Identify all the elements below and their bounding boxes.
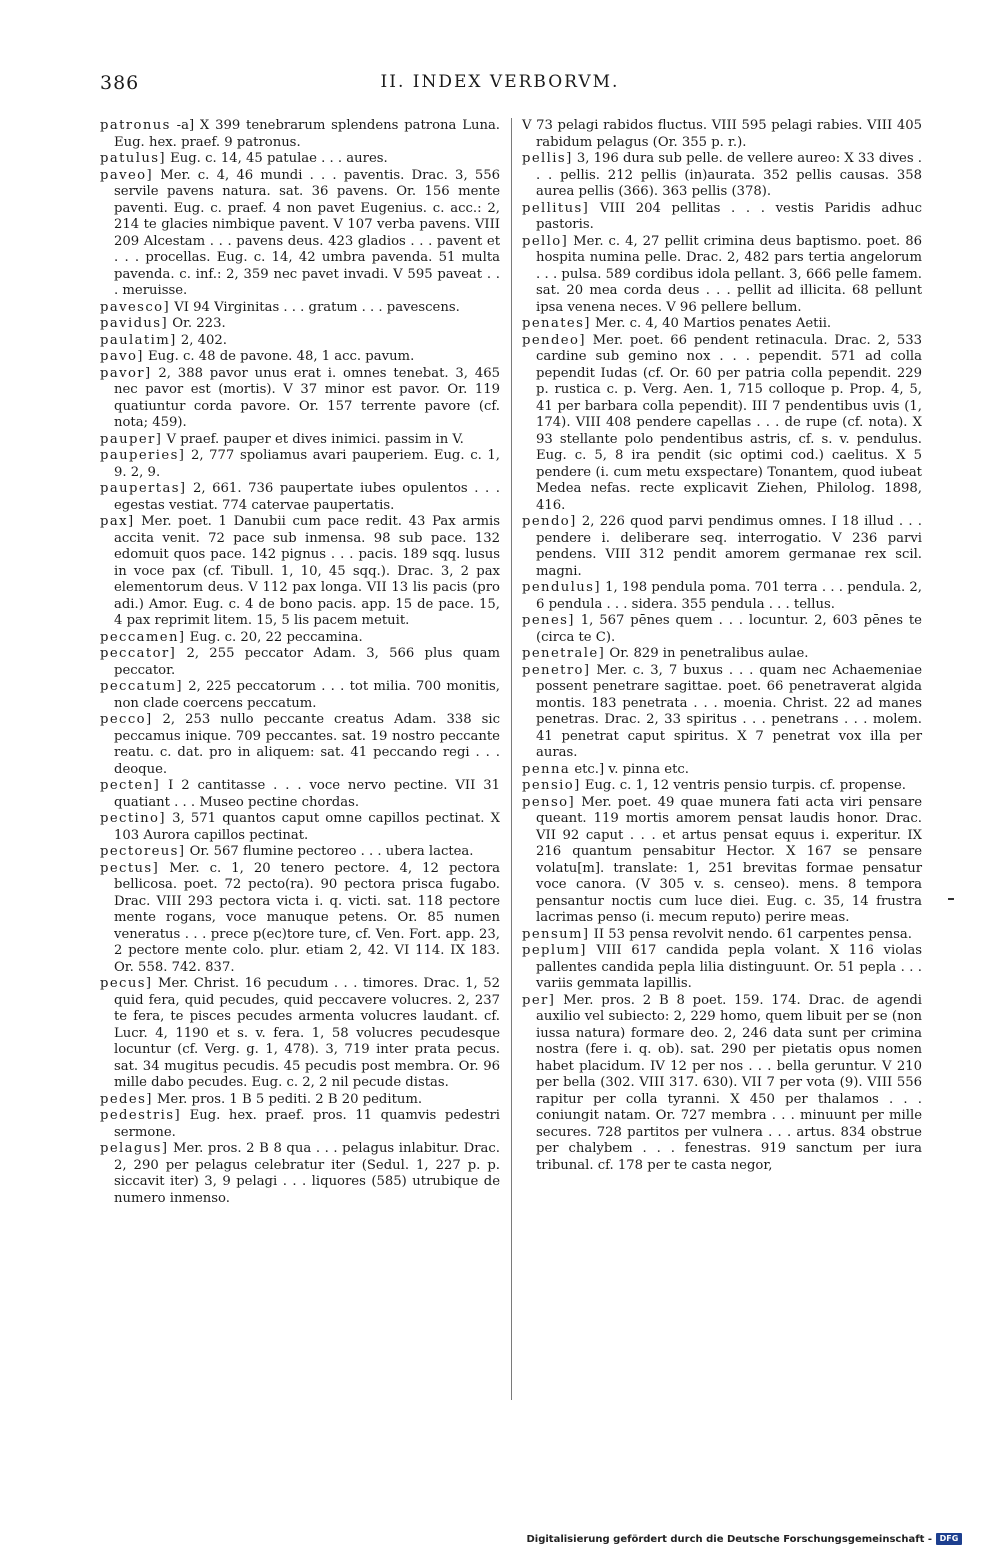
entry-headword: pectus]	[100, 860, 160, 876]
entry-headword: pecus]	[100, 976, 153, 991]
index-entry	[522, 333, 922, 515]
entry-headword: pendulus]	[522, 580, 601, 595]
running-head: II. INDEX VERBORVM.	[380, 72, 620, 92]
entry-text: Or. 829 in penetralibus aulae.	[609, 646, 809, 661]
entry-headword: pensum]	[522, 926, 590, 942]
index-entry	[100, 976, 500, 1092]
entry-text: V praef. pauper et dives inimici. passim in V.	[166, 431, 464, 447]
entry-text: Mer. poet. 49 quae munera fati acta viri pensare queant. 119 mortis amorem pensat laudis honor. Drac. VII 92 caput . . . et artus pensat equus i. experitur. IX 216 quantum pensabitur Hector. X 167 se pensare volatu[m]. translate: 1, 251 brevitas formae pensatur voce canora. (V 305 v. s. censeo). mens. 8 tempora pensantur noctis cum luce diei. Eug. c. 35, 14 frustra lacrimas penso (i. mecum reputo) perire meas.	[536, 794, 922, 925]
entry-text: V 73 pelagi rabidos fluctus. VIII 595 pelagi rabies. VIII 405 rabidum pelagus (Or. 355 p. r.).	[522, 118, 922, 150]
entry-text: Eug. c. 14, 45 patulae . . . aures.	[170, 151, 388, 166]
index-entry	[100, 1141, 500, 1207]
entry-headword: pavo]	[100, 349, 144, 364]
entry-headword: penetrale]	[522, 646, 606, 661]
entry-headword: paveo]	[100, 167, 154, 183]
index-entry	[522, 613, 922, 646]
entry-headword: pavesco]	[100, 299, 170, 315]
entry-text: etc.] v. pinna etc.	[574, 761, 689, 777]
index-entry	[522, 778, 922, 795]
entry-headword: penetro]	[522, 662, 591, 678]
index-entry	[100, 844, 500, 861]
index-entry	[100, 333, 500, 350]
entry-headword: pauperies]	[100, 448, 186, 463]
entry-headword: pendeo]	[522, 332, 586, 348]
entry-headword: paulatim]	[100, 332, 177, 348]
entry-headword: pensio]	[522, 778, 581, 793]
footer-credit	[526, 1533, 962, 1545]
index-entry	[100, 168, 500, 300]
entry-headword: peccamen]	[100, 629, 186, 645]
entry-text: Eug. c. 1, 12 ventris pensio turpis. cf. propense.	[584, 778, 906, 793]
left-column	[100, 118, 500, 1207]
entry-headword: pelagus]	[100, 1141, 169, 1156]
index-entry	[522, 118, 922, 151]
entry-headword: pellitus]	[522, 200, 590, 216]
index-entry	[522, 762, 922, 779]
entry-headword: penes]	[522, 613, 575, 628]
entry-headword: pectino]	[100, 811, 166, 826]
index-entry	[522, 927, 922, 944]
index-entry	[100, 1092, 500, 1109]
entry-headword: pecten]	[100, 778, 161, 793]
entry-text: VI 94 Virginitas . . . gratum . . . pavescens.	[174, 299, 460, 315]
entry-headword: peccatum]	[100, 679, 183, 694]
entry-headword: pedes]	[100, 1091, 153, 1107]
entry-headword: patronus	[100, 118, 171, 133]
index-entry	[100, 679, 500, 712]
right-column	[522, 118, 922, 1174]
entry-text: 2, 388 pavor unus erat i. omnes tenebat. 3, 465 nec pavor est (mortis). V 37 minor est pavor. Or. 119 quatiuntur corda pavore. Or. 157 terrente pavore (cf. nota; 459).	[114, 365, 500, 430]
entry-text: Mer. c. 4, 27 pellit crimina deus baptismo. poet. 86 hospita numina pelle. Drac. 2, 482 pars tertia angelorum . . . pulsa. 589 cordibus idola pellant. 3, 666 pelle famem. sat. 20 mea corda deus . . . pellit ad illicita. 68 pellunt ipsa venena neces. V 96 pellere bellum.	[536, 233, 922, 315]
entry-headword: penates]	[522, 316, 591, 331]
index-entry	[100, 349, 500, 366]
entry-headword: pecco]	[100, 712, 153, 727]
entry-headword: pax]	[100, 514, 135, 529]
index-entry	[100, 514, 500, 630]
entry-text: VIII 617 candida pepla volant. X 116 violas pallentes candida pepla lilia distinguunt. Or. 51 pepla . . . variis gemmata lapillis.	[536, 943, 922, 991]
entry-text: Eug. c. 20, 22 peccamina.	[189, 629, 363, 645]
entry-headword: pectoreus]	[100, 844, 186, 859]
entry-text: II 53 pensa revolvit nendo. 61 carpentes pensa.	[593, 926, 912, 942]
index-entry	[100, 1108, 500, 1141]
dfg-logo-icon: DFG	[936, 1533, 962, 1545]
index-entry	[522, 316, 922, 333]
index-entry	[100, 481, 500, 514]
entry-text: Or. 223.	[172, 316, 226, 331]
entry-text: 2, 661. 736 paupertate iubes opulentos . . . egestas vestiat. 774 catervae paupertatis.	[114, 481, 500, 513]
index-entry	[522, 993, 922, 1175]
entry-headword: paupertas]	[100, 481, 187, 496]
entry-headword: pedestris]	[100, 1108, 181, 1123]
entry-text: Mer. c. 4, 40 Martios penates Aetii.	[595, 316, 832, 331]
entry-text: Mer. poet. 1 Danubii cum pace redit. 43 Pax armis accita venit. 72 pace sub inmensa. 98 sub pace. 132 edomuit quos pace. 142 pignus . . . pacis. 189 sqq. lusus in voce pax (cf. Tibull. 1, 10, 45 sqq.). Drac. 3, 2 pax elementorum deus. V 112 pax longa. VII 13 lis pacis (pro adi.) Amor. Eug. c. 4 de bono pacis. app. 15 de pace. 15, 4 pax reprimit litem. 15, 5 lis pacem metuit.	[114, 514, 500, 628]
entry-text: Mer. pros. 2 B 8 qua . . . pelagus inlabitur. Drac. 2, 290 per pelagus celebratur iter (Sedul. 1, 227 p. p. siccavit iter) 3, 9 pelagi . . . liquores (585) utrubique de numero inmenso.	[114, 1141, 500, 1206]
entry-text: -a] X 399 tenebrarum splendens patrona Luna. Eug. hex. praef. 9 patronus.	[114, 118, 500, 150]
index-entry	[100, 432, 500, 449]
index-entry	[100, 811, 500, 844]
entry-text: Mer. c. 1, 20 tenero pectore. 4, 12 pectora bellicosa. poet. 72 pecto(ra). 90 pectora prisca fugabo. Drac. VIII 293 pectora victa i. q. victi. sat. 118 pectore mente rogans, voce manuque petens. Or. 85 numen veneratus . . . prece p(ec)tore ture, cf. Ven. Fort. app. 23, 2 pectore mente colo. plur. etiam 2, 42. VI 114. IX 183. Or. 558. 742. 837.	[114, 860, 500, 975]
index-entry	[100, 630, 500, 647]
index-entry	[100, 300, 500, 317]
page-number: 386	[100, 72, 140, 94]
index-entry	[100, 712, 500, 778]
entry-headword: pello]	[522, 233, 569, 249]
footer-credit-text: Digitalisierung gefördert durch die Deutsche Forschungsgemeinschaft -	[526, 1533, 932, 1545]
entry-text: VIII 204 pellitas . . . vestis Paridis adhuc pastoris.	[536, 200, 922, 232]
index-entry	[100, 646, 500, 679]
index-entry	[100, 366, 500, 432]
index-entry	[522, 514, 922, 580]
entry-headword: pendo]	[522, 514, 577, 529]
index-entry	[522, 663, 922, 762]
entry-headword: per]	[522, 992, 556, 1008]
index-entry	[100, 778, 500, 811]
entry-headword: pavor]	[100, 365, 152, 381]
entry-text: 2, 402.	[180, 332, 227, 348]
margin-mark	[948, 898, 954, 900]
entry-text: I 2 cantitasse . . . voce nervo pectine. VII 31 quatiant . . . Museo pectine chordas.	[114, 778, 500, 810]
index-entry	[522, 795, 922, 927]
index-entry	[100, 316, 500, 333]
index-entry	[100, 861, 500, 977]
entry-headword: peccator]	[100, 646, 177, 661]
entry-text: 1, 567 pēnes quem . . . locuntur. 2, 603 pēnes te (circa te C).	[536, 613, 922, 645]
entry-text: Mer. pros. 1 B 5 pediti. 2 B 20 peditum.	[157, 1091, 423, 1107]
entry-text: 3, 571 quantos caput omne capillos pectinat. X 103 Aurora capillos pectinat.	[114, 811, 500, 843]
entry-text: Eug. hex. praef. pros. 11 quamvis pedestri sermone.	[114, 1108, 500, 1140]
entry-headword: pavidus]	[100, 316, 169, 331]
entry-text: 2, 253 nullo peccante creatus Adam. 338 sic peccamus inique. 709 peccantes. sat. 19 nostro peccante reatu. c. dat. pro in aliquem: sat. 41 peccando regi . . . deoque.	[114, 712, 500, 777]
index-entry	[522, 646, 922, 663]
index-entry	[100, 118, 500, 151]
index-entry	[522, 234, 922, 317]
index-entry	[522, 151, 922, 201]
index-entry	[100, 151, 500, 168]
entry-text: Or. 567 flumine pectoreo . . . ubera lactea.	[189, 844, 474, 859]
entry-text: 2, 226 quod parvi pendimus omnes. I 18 illud . . . pendere i. deliberare seq. interrogatio. V 236 parvi pendens. VIII 312 pendit amorem germanae rex scil. magni.	[536, 514, 922, 579]
entry-text: 2, 225 peccatorum . . . tot milia. 700 monitis, non clade coercens peccatum.	[114, 679, 500, 711]
entry-text: 3, 196 dura sub pelle. de vellere aureo: X 33 dives . . . pellis. 212 pellis (in)aurata. 352 pellis causas. 358 aurea pellis (366). 363 pellis (378).	[536, 151, 922, 199]
entry-headword: penna	[522, 761, 571, 777]
index-entry	[522, 943, 922, 993]
entry-text: 2, 777 spoliamus avari pauperiem. Eug. c. 1, 9. 2, 9.	[114, 448, 500, 480]
index-entry	[522, 201, 922, 234]
entry-text: Mer. poet. 66 pendent retinacula. Drac. 2, 533 cardine sub gemino nox . . . pependit. 571 ad colla pependit Iudas (cf. Or. 60 per patria colla pependit. 229 p. rustica c. p. Verg. Aen. 1, 715 colloque p. Prop. 4, 5, 41 per barbara colla pependit). III 7 pendentibus uvis (1, 174). VIII 408 pendere capellas . . . de rupe (cf. nota). X 93 stellante polo pendentibus astris, cf. s. v. pendulus. Eug. c. 5, 8 ira pendit (sic optimi cod.) caelitus. X 5 pendere (i. cum metu exspectare) Tonantem, quod iubeat Medea nefas. recte explicavit Ziehen, Philolog. 1898, 416.	[536, 332, 922, 513]
entry-headword: pauper]	[100, 431, 163, 447]
entry-text: Eug. c. 48 de pavone. 48, 1 acc. pavum.	[148, 349, 415, 364]
entry-text: 1, 198 pendula poma. 701 terra . . . pendula. 2, 6 pendula . . . sidera. 355 pendula . . . tellus.	[536, 580, 922, 612]
entry-text: Mer. c. 3, 7 buxus . . . quam nec Achaemeniae possent penetrare sagittae. poet. 66 penetraverat algida montis. 183 penetrata . . . moenia. Christ. 22 ad manes penetras. Drac. 2, 33 spiritus . . . penetrans . . . molem. 41 penetrat caput spiritus. X 7 penetrat vox illa per auras.	[536, 662, 922, 760]
entry-headword: peplum]	[522, 943, 587, 958]
entry-headword: penso]	[522, 794, 575, 810]
entry-text: Mer. Christ. 16 pecudum . . . timores. Drac. 1, 52 quid fera, quid pecudes, quid peccavere volucres. 2, 237 te fera, te pisces pecudes armenta volucres laudant. cf. Lucr. 4, 1190 et s. v. fera. 1, 58 volucres pecudesque locuntur (cf. Verg. g. 1, 478). 3, 719 inter prata pecus. sat. 34 mugitus pecudis. 45 pecudis post membra. Or. 96 mille dabo pecudes. Eug. c. 2, 2 nil pecude distas.	[114, 976, 500, 1090]
column-divider	[511, 118, 512, 1400]
entry-text: Mer. pros. 2 B 8 poet. 159. 174. Drac. de agendi auxilio vel subiecto: 2, 229 homo, quem libuit per se (non iussa natura) formare deo. 2, 246 data sunt per crimina nostra (fere i. q. ob). sat. 290 per pietatis opus nomen habet placidum. IV 12 per nos . . . bella geruntur. V 210 per bella (302. VIII 317. 630). VII 7 per vota (9). VIII 556 rapitur per colla tyranni. X 450 per thalamos . . . coniungit natam. Or. 727 membra . . . minuunt per mille secures. 728 partitos per vulnera . . . artus. 834 obstrue per chalybem . . . fenestras. 919 sanctum per iura tribunal. cf. 178 per te casta negor,	[536, 992, 922, 1173]
entry-headword: patulus]	[100, 151, 166, 166]
entry-text: Mer. c. 4, 46 mundi . . . paventis. Drac. 3, 556 servile pavens natura. sat. 36 pavens. Or. 156 mente paventi. Eug. c. praef. 4 non pavet Eugenius. c. acc.: 2, 214 te glacies nimbique pavent. V 107 verba pavens. VIII 209 Alcestam . . . pavens deus. 423 gladios . . . pavent et . . . procellas. Eug. c. 14, 42 umbra pavenda. 51 multa pavenda. c. inf.: 2, 359 nec pavet invadi. V 595 paveat . . . meruisse.	[114, 167, 500, 298]
index-entry	[100, 448, 500, 481]
index-entry	[522, 580, 922, 613]
entry-headword: pellis]	[522, 151, 573, 166]
entry-text: 2, 255 peccator Adam. 3, 566 plus quam peccator.	[114, 646, 500, 678]
